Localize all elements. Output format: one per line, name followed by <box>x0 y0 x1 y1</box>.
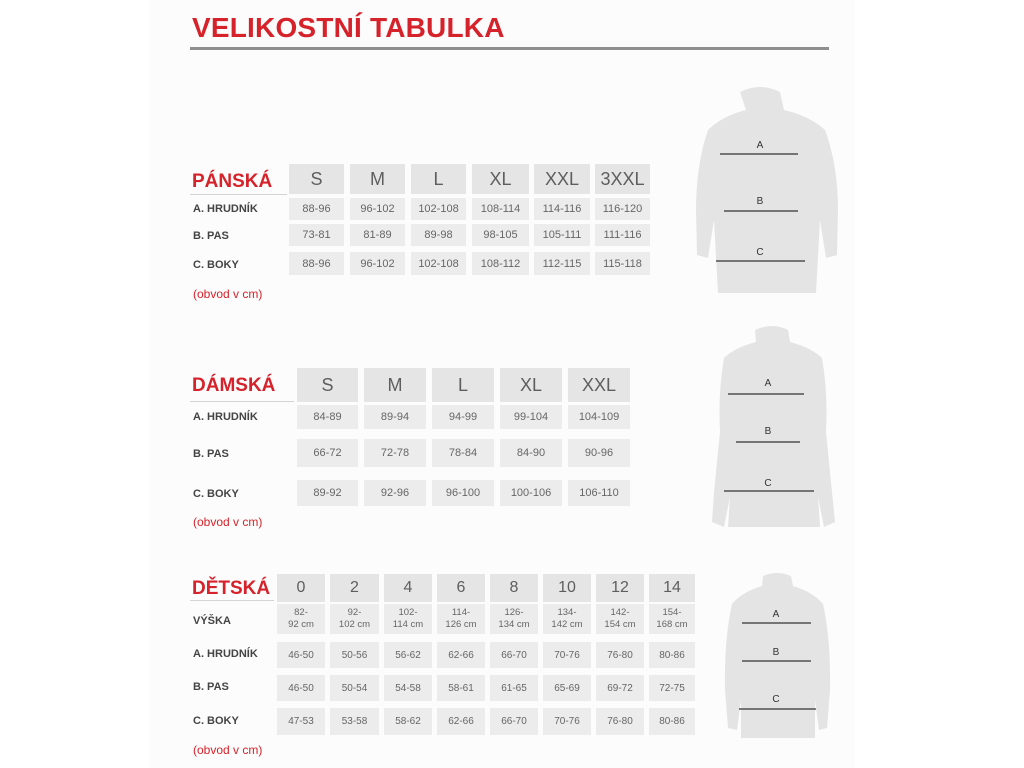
men-label-c: C <box>756 247 764 258</box>
men-label-a: A <box>756 140 764 151</box>
women-unit-note: (obvod v cm) <box>193 515 263 529</box>
women-cell: 104-109 <box>568 405 630 429</box>
women-row-label: B. PAS <box>193 448 229 460</box>
kids-row-label: VÝŠKA <box>193 615 231 627</box>
women-cell: 89-94 <box>364 405 426 429</box>
men-cell: 73-81 <box>289 224 344 246</box>
kids-cell: 62-66 <box>437 642 485 668</box>
kids-cell: 66-70 <box>490 642 538 668</box>
men-cell: 116-120 <box>595 198 650 220</box>
men-unit-note: (obvod v cm) <box>193 287 263 301</box>
kids-size-header: 6 <box>437 574 485 602</box>
men-size-header: XXL <box>534 164 590 194</box>
kids-cell: 54-58 <box>384 675 432 701</box>
kids-label-a: A <box>772 609 780 620</box>
kids-cell: 47-53 <box>277 708 325 735</box>
women-cell: 100-106 <box>500 480 562 506</box>
kids-cell: 62-66 <box>437 708 485 735</box>
kids-cell: 92- 102 cm <box>330 604 379 634</box>
kids-cell: 66-70 <box>490 708 538 735</box>
kids-size-header: 8 <box>490 574 538 602</box>
kids-row-label: A. HRUDNÍK <box>193 648 258 660</box>
women-row-label: C. BOKY <box>193 488 239 500</box>
women-size-header: XXL <box>568 368 630 402</box>
women-size-header: L <box>432 368 494 402</box>
women-cell: 89-92 <box>297 480 358 506</box>
kids-size-header: 4 <box>384 574 432 602</box>
kids-cell: 76-80 <box>596 642 644 668</box>
women-cell: 106-110 <box>568 480 630 506</box>
men-torso-silhouette <box>696 87 838 293</box>
women-size-header: XL <box>500 368 562 402</box>
men-size-header: L <box>411 164 466 194</box>
women-cell: 84-89 <box>297 405 358 429</box>
women-size-header: S <box>297 368 358 402</box>
title-underline <box>190 47 829 50</box>
kids-size-header: 10 <box>543 574 591 602</box>
women-cell: 66-72 <box>297 439 358 467</box>
kids-header-line <box>190 600 274 601</box>
kids-cell: 69-72 <box>596 675 644 701</box>
men-row-label: C. BOKY <box>193 259 239 271</box>
men-cell: 98-105 <box>472 224 529 246</box>
men-torso-figure <box>680 80 850 295</box>
kids-size-header: 2 <box>330 574 379 602</box>
kids-cell: 70-76 <box>543 642 591 668</box>
men-size-header: XL <box>472 164 529 194</box>
women-cell: 90-96 <box>568 439 630 467</box>
kids-cell: 56-62 <box>384 642 432 668</box>
men-cell: 96-102 <box>350 252 405 275</box>
women-cell: 92-96 <box>364 480 426 506</box>
men-cell: 108-114 <box>472 198 529 220</box>
men-title: PÁNSKÁ <box>192 171 273 192</box>
women-cell: 72-78 <box>364 439 426 467</box>
men-cell: 102-108 <box>411 198 466 220</box>
men-cell: 112-115 <box>534 252 590 275</box>
men-cell: 115-118 <box>595 252 650 275</box>
kids-cell: 82- 92 cm <box>277 604 325 634</box>
kids-cell: 50-54 <box>330 675 379 701</box>
kids-size-header: 12 <box>596 574 644 602</box>
women-cell: 96-100 <box>432 480 494 506</box>
men-row-label: B. PAS <box>193 230 229 242</box>
kids-row-label: B. PAS <box>193 681 229 693</box>
men-size-header: 3XXL <box>595 164 650 194</box>
men-cell: 102-108 <box>411 252 466 275</box>
men-cell: 88-96 <box>289 252 344 275</box>
kids-row-label: C. BOKY <box>193 715 239 727</box>
kids-cell: 114- 126 cm <box>437 604 485 634</box>
men-cell: 114-116 <box>534 198 590 220</box>
men-header-line <box>190 194 287 195</box>
men-cell: 88-96 <box>289 198 344 220</box>
women-label-b: B <box>764 426 772 437</box>
men-cell: 89-98 <box>411 224 466 246</box>
kids-cell: 134- 142 cm <box>543 604 591 634</box>
kids-cell: 80-86 <box>649 642 695 668</box>
kids-cell: 61-65 <box>490 675 538 701</box>
men-row-label: A. HRUDNÍK <box>193 203 258 215</box>
kids-cell: 80-86 <box>649 708 695 735</box>
kids-cell: 65-69 <box>543 675 591 701</box>
kids-cell: 126- 134 cm <box>490 604 538 634</box>
women-torso-figure <box>700 322 845 532</box>
women-torso-silhouette <box>712 326 835 527</box>
kids-cell: 46-50 <box>277 675 325 701</box>
kids-label-b: B <box>772 647 780 658</box>
kids-cell: 72-75 <box>649 675 695 701</box>
kids-unit-note: (obvod v cm) <box>193 743 263 757</box>
kids-torso-figure <box>715 570 840 740</box>
men-size-header: S <box>289 164 344 194</box>
kids-cell: 154- 168 cm <box>649 604 695 634</box>
page-title: VELIKOSTNÍ TABULKA <box>192 12 505 43</box>
women-row-label: A. HRUDNÍK <box>193 411 258 423</box>
kids-cell: 46-50 <box>277 642 325 668</box>
women-title: DÁMSKÁ <box>192 375 276 396</box>
women-cell: 78-84 <box>432 439 494 467</box>
women-cell: 84-90 <box>500 439 562 467</box>
women-cell: 94-99 <box>432 405 494 429</box>
men-label-b: B <box>756 196 764 207</box>
women-header-line <box>190 401 294 402</box>
kids-size-header: 14 <box>649 574 695 602</box>
men-cell: 96-102 <box>350 198 405 220</box>
kids-label-c: C <box>772 694 780 705</box>
kids-cell: 102- 114 cm <box>384 604 432 634</box>
kids-cell: 76-80 <box>596 708 644 735</box>
women-label-c: C <box>764 478 772 489</box>
kids-cell: 50-56 <box>330 642 379 668</box>
men-cell: 111-116 <box>595 224 650 246</box>
kids-cell: 58-62 <box>384 708 432 735</box>
kids-title: DĚTSKÁ <box>192 578 271 599</box>
men-cell: 105-111 <box>534 224 590 246</box>
kids-cell: 58-61 <box>437 675 485 701</box>
men-size-header: M <box>350 164 405 194</box>
women-size-header: M <box>364 368 426 402</box>
kids-size-header: 0 <box>277 574 325 602</box>
kids-cell: 53-58 <box>330 708 379 735</box>
kids-cell: 142- 154 cm <box>596 604 644 634</box>
women-cell: 99-104 <box>500 405 562 429</box>
kids-cell: 70-76 <box>543 708 591 735</box>
men-cell: 108-112 <box>472 252 529 275</box>
women-label-a: A <box>764 378 772 389</box>
men-cell: 81-89 <box>350 224 405 246</box>
